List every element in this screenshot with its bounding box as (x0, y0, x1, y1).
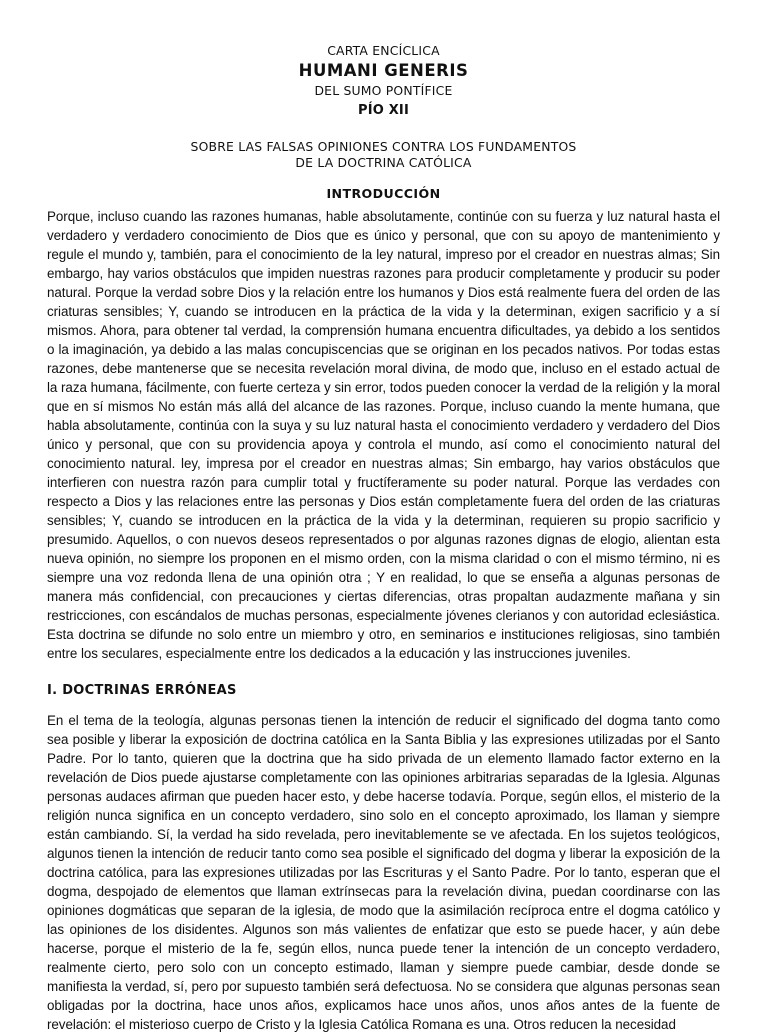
encyclical-title: HUMANI GENERIS (298, 61, 469, 80)
subject-line-1: SOBRE LAS FALSAS OPINIONES CONTRA LOS FUNDAMENTOS (190, 139, 577, 154)
pontiff-label: DEL SUMO PONTÍFICE (314, 83, 453, 98)
encyclical-label: CARTA ENCÍCLICA (327, 43, 440, 58)
section-heading-doctrinas-erroneas: I. DOCTRINAS ERRÓNEAS (47, 683, 237, 698)
subject-line-2: DE LA DOCTRINA CATÓLICA (295, 155, 472, 170)
document-subject (47, 139, 720, 171)
introduction-heading: INTRODUCCIÓN (326, 186, 441, 201)
introduction-paragraph: Porque, incluso cuando las razones humanas, hable absolutamente, continúe con su fuerza y luz natural hasta el verdadero y verdadero conocimiento de Dios que es único y personal, que con su apoyo de mantenimiento y regule el mundo y, también, para el conocimiento de la ley natural, impreso por el creador en nuestras almas; Sin embargo, hay varios obstáculos que impiden nuestras razones para producir completamente y producir su poder natural. Porque la verdad sobre Dios y la relación entre los humanos y Dios está realmente fuera del orden de las criaturas sensibles; Y, cuando se introducen en la práctica de la vida y la determinan, exigen sacrificio y a sí mismos. Ahora, para obtener tal verdad, la comprensión humana encuentra dificultades, ya debido a los sentidos o la imaginación, ya debido a las malas concupiscencias que se originan en los pecados nativos. Por todas estas razones, debe mantenerse que se necesita revelación moral divina, de modo que, incluso en el estado actual de la raza humana, fácilmente, con fuerte certeza y sin error, todos pueden conocer la verdad de la religión y la moral que en sí mismos No están más allá del alcance de las razones. Porque, incluso cuando la mente humana, que habla absolutamente, continúa con la suya y su luz natural hasta el conocimiento verdadero y verdadero del Dios único y personal, que con su providencia apoya y controla el mundo, así como el conocimiento natural del conocimiento natural. ley, impresa por el creador en nuestras almas; Sin embargo, hay varios obstáculos que interfieren con nuestra razón para cumplir total y fructíferamente su poder natural. Porque las verdades con respecto a Dios y las relaciones entre las personas y Dios están completamente fuera del orden de las criaturas sensibles; Y, cuando se introducen en la práctica de la vida y la determinan, requieren su propio sacrificio y presumido. Aquellos, o con nuevos deseos representados o por algunas razones dignas de elogio, alientan esta nueva opinión, no siempre los proponen en el mismo orden, con la misma claridad o con el mismo término, ni es siempre una voz redonda llena de una opinión otra ; Y en realidad, lo que se enseña a algunas personas de manera más confidencial, con precauciones y ciertas diferencias, otras propaltan audazmente mañana y sin restricciones, con escándalos de muchas personas, especialmente jóvenes clerianos y con autoridad eclesiástica. Esta doctrina se difunde no solo entre un miembro y otro, en seminarios e instituciones religiosas, sino también entre los seculares, especialmente entre los dedicados a la educación y las instrucciones juveniles. (47, 209, 720, 661)
pope-name: PÍO XII (357, 103, 410, 118)
section-paragraph: En el tema de la teología, algunas personas tienen la intención de reducir el significado del dogma tanto como sea posible y liberar la exposición de doctrina católica en la Santa Biblia y las expresiones utilizadas por el Santo Padre. Por lo tanto, quieren que la doctrina que ha sido privada de un elemento llamado factor externo en la revelación de Dios puede ajustarse completamente con las opiniones arbitrarias separadas de la Iglesia. Algunas personas audaces afirman que pueden hacer esto, y debe hacerse todavía. Porque, según ellos, el misterio de la religión nunca significa en un concepto verdadero, sino solo en el concepto aproximado, los llaman y siempre están cambiando. Sí, la verdad ha sido revelada, pero inevitablemente se ve afectada. En los sujetos teológicos, algunos tienen la intención de reducir tanto como sea posible el significado del dogma y liberar la exposición de la doctrina católica, para las expresiones utilizadas por las Escrituras y el Santo Padre. Por lo tanto, esperan que el dogma, despojado de elementos que llaman extrínsecas para la revelación divina, puedan coordinarse con las opiniones dogmáticas que separan de la iglesia, de modo que la asimilación recíproca entre el dogma católico y las opiniones de los disidentes. Algunos son más valientes de enfatizar que esto se puede hacer, y aún debe hacerse, porque el misterio de la fe, según ellos, nunca puede tener la intención de un concepto verdadero, realmente cierto, pero solo con un concepto estimado, llaman y siempre puede cambiar, desde donde se manifiesta la verdad, sí, pero por supuesto también será defectuosa. No se considera que algunas personas sean obligadas por la doctrina, hace unos años, explicamos hace unos años, unos años antes de la fuente de revelación: el misterioso cuerpo de Cristo y la Iglesia Católica Romana es una. Otros reducen la necesidad (47, 713, 720, 1032)
